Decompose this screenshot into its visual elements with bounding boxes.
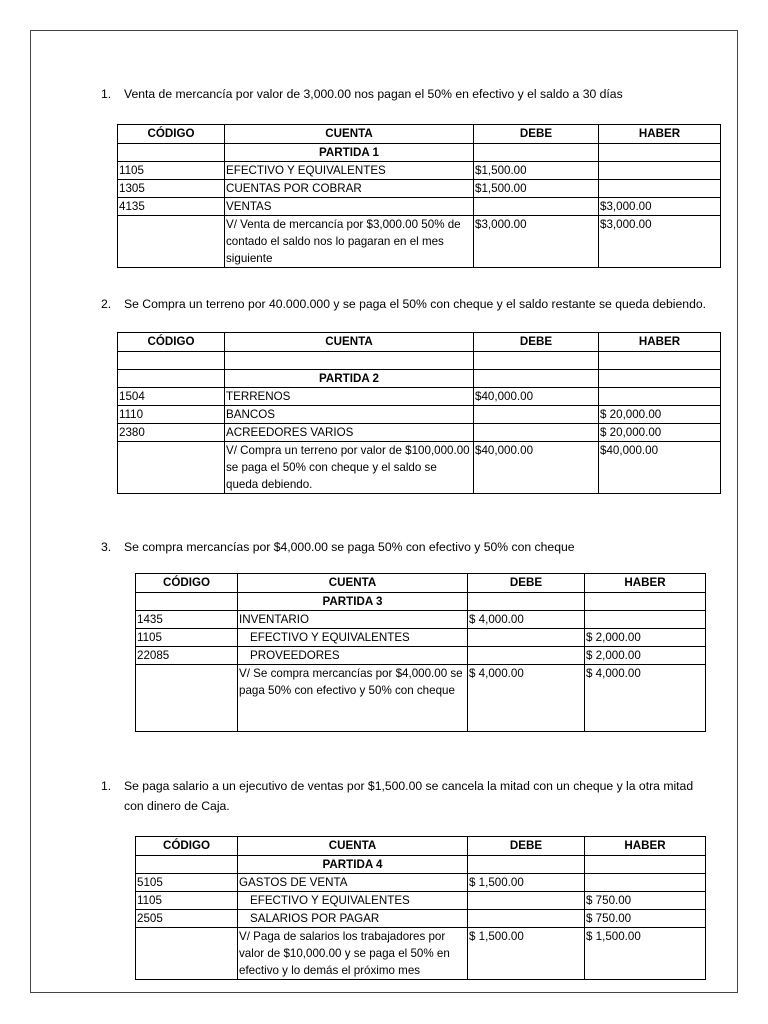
haber-value bbox=[599, 388, 721, 406]
table-header-row bbox=[136, 574, 706, 593]
header-codigo: CÓDIGO bbox=[118, 333, 225, 352]
account-code: 1305 bbox=[118, 180, 225, 198]
question-number: 2. bbox=[101, 297, 112, 311]
table-header-row bbox=[118, 125, 721, 144]
header-codigo: CÓDIGO bbox=[136, 837, 238, 856]
account-code: 1105 bbox=[136, 892, 238, 910]
table-row bbox=[118, 406, 721, 424]
account-name: EFECTIVO Y EQUIVALENTES bbox=[238, 629, 468, 647]
haber-value: $ 2,000.00 bbox=[585, 647, 706, 665]
table-header-row bbox=[118, 333, 721, 352]
header-codigo: CÓDIGO bbox=[118, 125, 225, 144]
account-code: 4135 bbox=[118, 198, 225, 216]
partida-title: PARTIDA 2 bbox=[225, 370, 474, 388]
header-debe: DEBE bbox=[474, 125, 599, 144]
header-debe: DEBE bbox=[474, 333, 599, 352]
header-cuenta: CUENTA bbox=[225, 125, 474, 144]
entry-description: V/ Compra un terreno por valor de $100,000.00 se paga el 50% con cheque y el saldo se queda debiendo. bbox=[225, 442, 474, 494]
partida-row bbox=[136, 593, 706, 611]
question-number: 3. bbox=[101, 540, 112, 554]
debe-value: $1,500.00 bbox=[474, 180, 599, 198]
partida-row bbox=[118, 144, 721, 162]
account-name: SALARIOS POR PAGAR bbox=[238, 910, 468, 928]
debe-value bbox=[474, 424, 599, 442]
description-row bbox=[118, 442, 721, 494]
question-number: 1. bbox=[101, 779, 112, 793]
account-name: GASTOS DE VENTA bbox=[238, 874, 468, 892]
haber-value: $3,000.00 bbox=[599, 198, 721, 216]
total-haber: $ 1,500.00 bbox=[585, 928, 706, 980]
total-debe: $ 4,000.00 bbox=[468, 665, 585, 732]
account-code: 1105 bbox=[136, 629, 238, 647]
journal-table-2 bbox=[117, 332, 721, 494]
question-text: Se paga salario a un ejecutivo de ventas por $1,500.00 se cancela la mitad con un cheque y la otra mitad con dinero de Caja. bbox=[124, 779, 694, 813]
total-debe: $ 1,500.00 bbox=[468, 928, 585, 980]
journal-table-4 bbox=[135, 836, 706, 980]
header-cuenta: CUENTA bbox=[225, 333, 474, 352]
table-row bbox=[118, 198, 721, 216]
haber-value bbox=[599, 180, 721, 198]
header-codigo: CÓDIGO bbox=[136, 574, 238, 593]
table-row bbox=[136, 874, 706, 892]
partida-title: PARTIDA 4 bbox=[238, 856, 468, 874]
account-name: BANCOS bbox=[225, 406, 474, 424]
haber-value: $ 750.00 bbox=[585, 910, 706, 928]
account-name: ACREEDORES VARIOS bbox=[225, 424, 474, 442]
haber-value: $ 20,000.00 bbox=[599, 424, 721, 442]
partida-row bbox=[118, 370, 721, 388]
debe-value: $1,500.00 bbox=[474, 162, 599, 180]
header-haber: HABER bbox=[585, 837, 706, 856]
account-code: 2380 bbox=[118, 424, 225, 442]
question-number: 1. bbox=[101, 87, 112, 101]
debe-value bbox=[468, 892, 585, 910]
description-row bbox=[136, 665, 706, 732]
debe-value bbox=[468, 910, 585, 928]
table-row bbox=[118, 424, 721, 442]
table-row bbox=[118, 388, 721, 406]
journal-table-3 bbox=[135, 573, 706, 732]
table-row bbox=[136, 892, 706, 910]
account-code: 22085 bbox=[136, 647, 238, 665]
partida-title: PARTIDA 3 bbox=[238, 593, 468, 611]
total-debe: $3,000.00 bbox=[474, 216, 599, 268]
haber-value: $ 20,000.00 bbox=[599, 406, 721, 424]
debe-value bbox=[474, 198, 599, 216]
table-row bbox=[136, 910, 706, 928]
description-row bbox=[136, 928, 706, 980]
partida-row bbox=[136, 856, 706, 874]
table-row bbox=[136, 629, 706, 647]
table-row bbox=[136, 611, 706, 629]
account-name: EFECTIVO Y EQUIVALENTES bbox=[225, 162, 474, 180]
account-name: VENTAS bbox=[225, 198, 474, 216]
total-haber: $3,000.00 bbox=[599, 216, 721, 268]
table-header-row bbox=[136, 837, 706, 856]
header-haber: HABER bbox=[585, 574, 706, 593]
entry-description: V/ Venta de mercancía por $3,000.00 50% de contado el saldo nos lo pagaran en el mes siguiente bbox=[225, 216, 474, 268]
header-haber: HABER bbox=[599, 333, 721, 352]
account-code: 1105 bbox=[118, 162, 225, 180]
debe-value: $40,000.00 bbox=[474, 388, 599, 406]
total-haber: $40,000.00 bbox=[599, 442, 721, 494]
haber-value bbox=[599, 162, 721, 180]
account-code: 5105 bbox=[136, 874, 238, 892]
question-text: Se Compra un terreno por 40.000.000 y se paga el 50% con cheque y el saldo restante se queda debiendo. bbox=[124, 297, 707, 311]
debe-value: $ 4,000.00 bbox=[468, 611, 585, 629]
description-row bbox=[118, 216, 721, 268]
partida-title: PARTIDA 1 bbox=[225, 144, 474, 162]
entry-description: V/ Se compra mercancías por $4,000.00 se paga 50% con efectivo y 50% con cheque bbox=[238, 665, 468, 732]
account-name: PROVEEDORES bbox=[238, 647, 468, 665]
account-code: 1435 bbox=[136, 611, 238, 629]
table-row bbox=[136, 647, 706, 665]
header-cuenta: CUENTA bbox=[238, 837, 468, 856]
account-name: CUENTAS POR COBRAR bbox=[225, 180, 474, 198]
account-code: 2505 bbox=[136, 910, 238, 928]
haber-value bbox=[585, 611, 706, 629]
header-debe: DEBE bbox=[468, 837, 585, 856]
account-name: INVENTARIO bbox=[238, 611, 468, 629]
table-row bbox=[118, 180, 721, 198]
total-haber: $ 4,000.00 bbox=[585, 665, 706, 732]
account-name: EFECTIVO Y EQUIVALENTES bbox=[238, 892, 468, 910]
account-code: 1110 bbox=[118, 406, 225, 424]
question-text: Se compra mercancías por $4,000.00 se paga 50% con efectivo y 50% con cheque bbox=[124, 540, 575, 554]
empty-row bbox=[118, 352, 721, 370]
debe-value bbox=[468, 629, 585, 647]
header-debe: DEBE bbox=[468, 574, 585, 593]
table-row bbox=[118, 162, 721, 180]
question-text: Venta de mercancía por valor de 3,000.00 nos pagan el 50% en efectivo y el saldo a 30 días bbox=[124, 87, 623, 101]
haber-value: $ 750.00 bbox=[585, 892, 706, 910]
header-haber: HABER bbox=[599, 125, 721, 144]
debe-value bbox=[468, 647, 585, 665]
haber-value bbox=[585, 874, 706, 892]
account-code: 1504 bbox=[118, 388, 225, 406]
account-name: TERRENOS bbox=[225, 388, 474, 406]
entry-description: V/ Paga de salarios los trabajadores por valor de $10,000.00 y se paga el 50% en efectivo y lo demás el próximo mes bbox=[238, 928, 468, 980]
debe-value bbox=[474, 406, 599, 424]
journal-table-1 bbox=[117, 124, 721, 268]
haber-value: $ 2,000.00 bbox=[585, 629, 706, 647]
total-debe: $40,000.00 bbox=[474, 442, 599, 494]
header-cuenta: CUENTA bbox=[238, 574, 468, 593]
debe-value: $ 1,500.00 bbox=[468, 874, 585, 892]
